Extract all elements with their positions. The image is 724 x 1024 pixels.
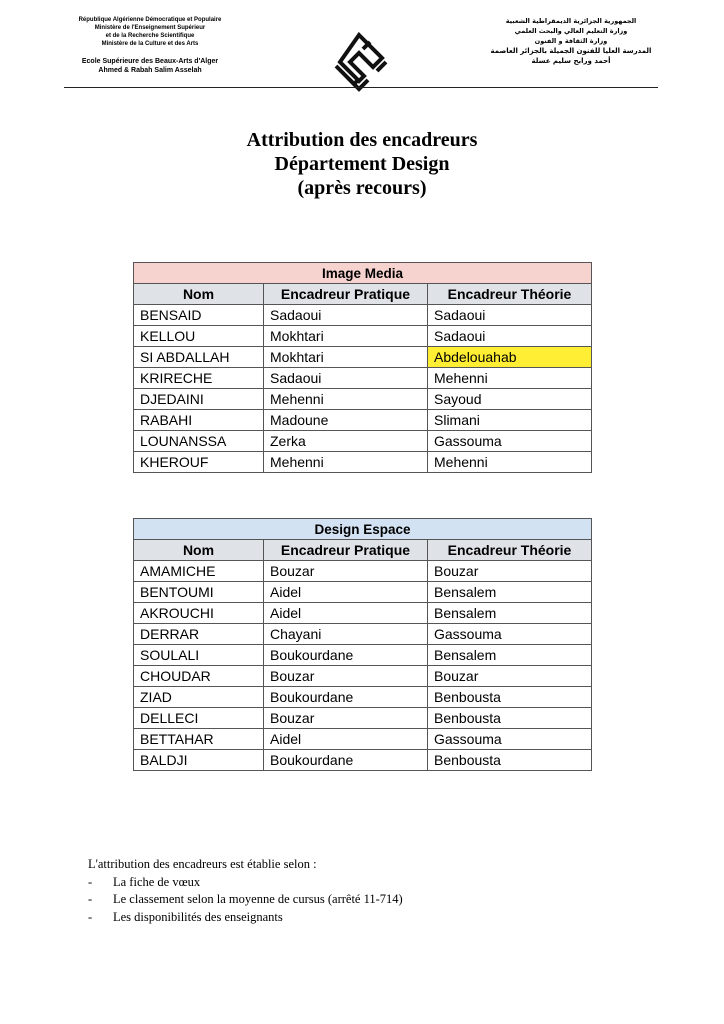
table-row (134, 687, 592, 708)
cell-encadreur-pratique: Mehenni (264, 452, 428, 473)
cell-nom: BALDJI (134, 750, 264, 771)
cell-encadreur-pratique: Sadaoui (264, 368, 428, 389)
cell-nom: DJEDAINI (134, 389, 264, 410)
image-media-table (133, 262, 592, 473)
table-row (134, 431, 592, 452)
table-row (134, 347, 592, 368)
cell-encadreur-theorie: Sadaoui (428, 305, 592, 326)
table-row (134, 410, 592, 431)
design-espace-table (133, 518, 592, 771)
header-ministry-culture: Ministère de la Culture et des Arts (101, 41, 199, 47)
column-header-nom: Nom (134, 540, 264, 561)
bullet-dash: - (88, 909, 93, 924)
cell-encadreur-pratique: Mokhtari (264, 347, 428, 368)
column-header-encadreur-theorie: Encadreur Théorie (428, 540, 592, 561)
notes-list (88, 874, 608, 927)
cell-nom: SOULALI (134, 645, 264, 666)
cell-nom: AMAMICHE (134, 561, 264, 582)
list-item (88, 891, 608, 909)
title-line-1: Attribution des encadreurs (246, 129, 478, 151)
cell-encadreur-theorie: Bensalem (428, 582, 592, 603)
cell-encadreur-theorie: Benbousta (428, 708, 592, 729)
column-header-encadreur-pratique: Encadreur Pratique (264, 284, 428, 305)
table-row (134, 305, 592, 326)
note-text: La fiche de vœux (113, 874, 201, 889)
cell-nom: AKROUCHI (134, 603, 264, 624)
notes-intro: L'attribution des encadreurs est établie selon : (88, 857, 317, 871)
table-row (134, 750, 592, 771)
column-header-nom: Nom (134, 284, 264, 305)
table-row (134, 561, 592, 582)
cell-encadreur-pratique: Madoune (264, 410, 428, 431)
design-espace-group-header: Design Espace (134, 519, 592, 540)
header-arabic-school-name: المدرسة العليا للفنون الجميلة بالجزائر العاصمة (490, 47, 652, 55)
header-school-subtitle: Ahmed & Rabah Salim Asselah (98, 67, 202, 74)
cell-encadreur-theorie: Gassouma (428, 624, 592, 645)
header-research: et de la Recherche Scientifique (105, 33, 195, 39)
table-row (134, 603, 592, 624)
cell-encadreur-pratique: Mehenni (264, 389, 428, 410)
table-row (134, 624, 592, 645)
cell-nom: DELLECI (134, 708, 264, 729)
table-row (134, 582, 592, 603)
cell-encadreur-pratique: Boukourdane (264, 687, 428, 708)
cell-encadreur-theorie: Bouzar (428, 561, 592, 582)
table-row (134, 326, 592, 347)
header-arabic-school-subtitle: أحمد ورابح سليم عسلة (531, 57, 611, 65)
cell-encadreur-pratique: Mokhtari (264, 326, 428, 347)
header-ministry-higher-ed: Ministère de l'Enseignement Supérieur (94, 25, 206, 31)
cell-encadreur-theorie: Bensalem (428, 645, 592, 666)
header-arabic-republic: الجمهورية الجزائرية الديمقراطية الشعبية (505, 17, 637, 25)
cell-encadreur-pratique: Chayani (264, 624, 428, 645)
school-logo (330, 32, 388, 94)
column-header-encadreur-theorie: Encadreur Théorie (428, 284, 592, 305)
cell-encadreur-pratique: Aidel (264, 582, 428, 603)
header-school-name: Ecole Supérieure des Beaux-Arts d'Alger (81, 58, 219, 65)
cell-encadreur-theorie: Sayoud (428, 389, 592, 410)
cell-encadreur-theorie: Sadaoui (428, 326, 592, 347)
cell-encadreur-pratique: Zerka (264, 431, 428, 452)
table-row (134, 368, 592, 389)
table-row (134, 729, 592, 750)
cell-encadreur-pratique: Bouzar (264, 708, 428, 729)
header-french-block (60, 16, 240, 75)
list-item (88, 909, 608, 927)
cell-encadreur-pratique: Bouzar (264, 666, 428, 687)
table-row (134, 452, 592, 473)
cell-encadreur-pratique: Aidel (264, 603, 428, 624)
cell-encadreur-theorie: Slimani (428, 410, 592, 431)
header-arabic-block (486, 16, 656, 66)
cell-encadreur-theorie: Mehenni (428, 368, 592, 389)
cell-encadreur-theorie: Benbousta (428, 687, 592, 708)
cell-encadreur-theorie: Gassouma (428, 729, 592, 750)
cell-nom: BETTAHAR (134, 729, 264, 750)
cell-nom: KHEROUF (134, 452, 264, 473)
bullet-dash: - (88, 874, 93, 889)
image-media-group-header: Image Media (134, 263, 592, 284)
title-line-3: (après recours) (297, 177, 427, 199)
header-arabic-ministry-culture: وزارة الثقافة و الفنون (534, 37, 608, 45)
cell-encadreur-theorie: Bensalem (428, 603, 592, 624)
table-row (134, 645, 592, 666)
cell-encadreur-pratique: Sadaoui (264, 305, 428, 326)
cell-encadreur-theorie: Gassouma (428, 431, 592, 452)
cell-nom: LOUNANSSA (134, 431, 264, 452)
column-header-encadreur-pratique: Encadreur Pratique (264, 540, 428, 561)
cell-encadreur-pratique: Boukourdane (264, 750, 428, 771)
header-arabic-ministry-higher-ed: وزارة التعليم العالي والبحث العلمي (514, 27, 628, 35)
header-republic: République Algérienne Démocratique et Populaire (78, 17, 222, 23)
header-divider (64, 87, 658, 88)
cell-nom: DERRAR (134, 624, 264, 645)
cell-nom: RABAHI (134, 410, 264, 431)
table-row (134, 389, 592, 410)
cell-nom: KRIRECHE (134, 368, 264, 389)
cell-encadreur-theorie: Mehenni (428, 452, 592, 473)
bullet-dash: - (88, 892, 93, 906)
cell-encadreur-pratique: Bouzar (264, 561, 428, 582)
cell-nom: ZIAD (134, 687, 264, 708)
cell-nom: BENTOUMI (134, 582, 264, 603)
cell-encadreur-pratique: Boukourdane (264, 645, 428, 666)
cell-encadreur-theorie: Benbousta (428, 750, 592, 771)
title-line-2: Département Design (274, 153, 450, 175)
cell-nom: BENSAID (134, 305, 264, 326)
cell-nom: KELLOU (134, 326, 264, 347)
cell-encadreur-theorie: Bouzar (428, 666, 592, 687)
page-title (120, 128, 604, 200)
table-row (134, 666, 592, 687)
note-text: Les disponibilités des enseignants (113, 909, 283, 924)
table-row (134, 708, 592, 729)
cell-encadreur-theorie-highlighted: Abdelouahab (428, 347, 592, 368)
attribution-notes (88, 856, 608, 926)
list-item (88, 874, 608, 892)
cell-encadreur-pratique: Aidel (264, 729, 428, 750)
note-text: Le classement selon la moyenne de cursus (arrêté 11-714) (113, 892, 403, 906)
cell-nom: SI ABDALLAH (134, 347, 264, 368)
cell-nom: CHOUDAR (134, 666, 264, 687)
